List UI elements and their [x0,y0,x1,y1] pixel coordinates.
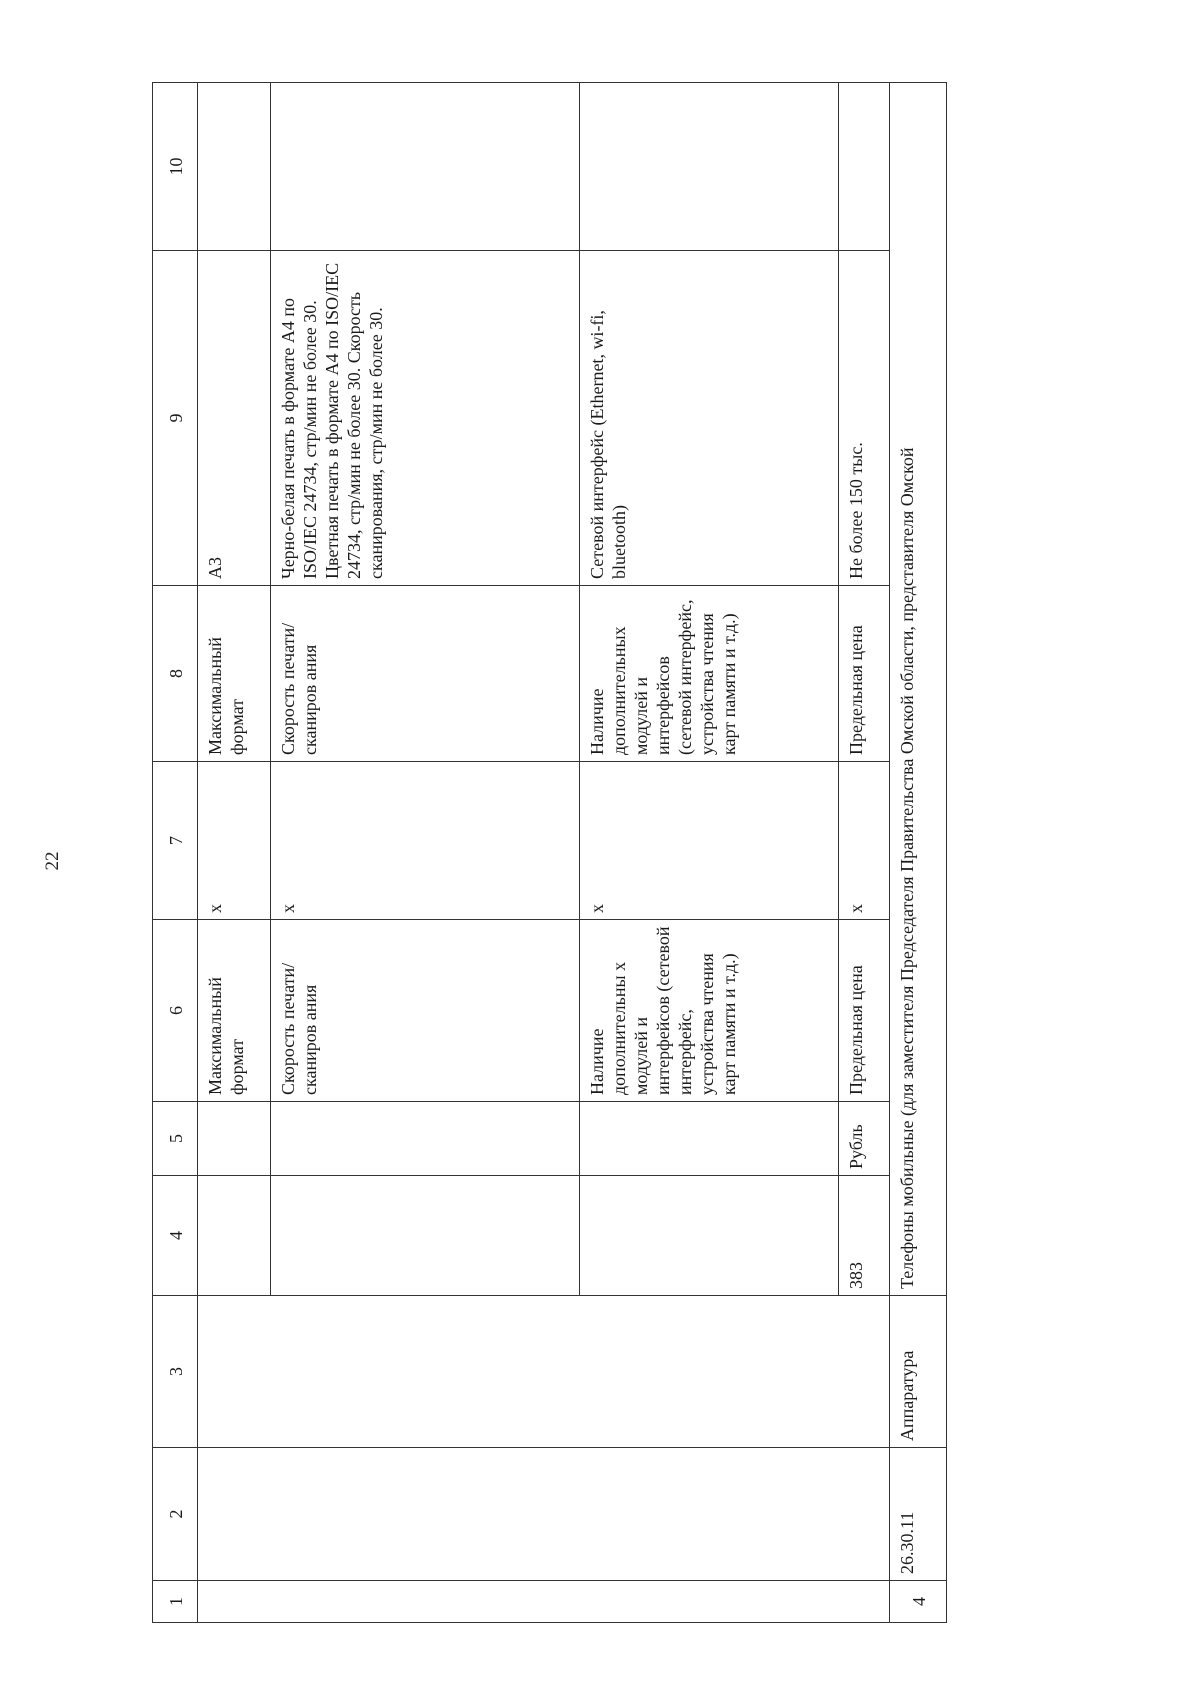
table-cell [198,1176,271,1296]
table-row [580,83,839,1623]
column-number: 1 [153,1581,198,1623]
mark-value: х [846,904,866,913]
column-number: 5 [153,1102,198,1176]
page-number: 22 [42,851,63,871]
table-cell [271,1581,580,1623]
characteristic-name: Наличие дополнительны х модулей и интерфейсов (сетевой интерфейс, устройства чтения карт памяти и т.д.) [587,926,739,1095]
item-description: Телефоны мобильные (для заместителя Председателя Правительства Омской области, представителя Омской [897,447,917,1289]
value-cell [198,251,271,586]
characteristic-cell [271,586,580,762]
mark-cell [839,762,890,920]
okei-code-cell [839,1176,890,1296]
characteristic-name: Скорость печати/сканиров ания [278,962,320,1095]
requirements-table [152,82,947,1623]
table-cell [271,1176,580,1296]
value-cell [271,251,580,586]
value-cell [839,251,890,586]
column-number: 6 [153,920,198,1102]
column-number: 9 [153,251,198,586]
table-row [839,83,890,1623]
okpd2-code: 26.30.11 [897,1511,917,1574]
table-cell [839,1296,890,1448]
characteristic-cell [271,920,580,1102]
column-number: 8 [153,586,198,762]
table-cell [580,83,839,251]
characteristic-cell [839,586,890,762]
table-cell [839,1448,890,1581]
characteristic-cell [198,586,271,762]
characteristic-cell [198,920,271,1102]
table-cell [271,1296,580,1448]
characteristic-name: Предельная цена [846,965,866,1095]
table-cell [271,1448,580,1581]
table-cell [580,1176,839,1296]
table-cell [580,1296,839,1448]
table-row [890,83,947,1623]
item-name-cell [890,1296,947,1448]
mark-cell [198,762,271,920]
table-row [198,83,271,1623]
table-row [271,83,580,1623]
characteristic-name: Скорость печати/сканиров ания [278,622,320,755]
characteristic-cell [839,920,890,1102]
characteristic-name: Предельная цена [846,625,866,755]
table-cell [198,1581,271,1623]
item-description-cell [890,83,947,1296]
table-cell [271,83,580,251]
table-cell [198,1102,271,1176]
mark-value: х [205,904,225,913]
okei-code: 383 [846,1262,866,1289]
value-cell [580,251,839,586]
characteristic-value: Сетевой интерфейс (Ethernet, wi-fi, bluetooth) [587,310,629,579]
characteristic-value: А3 [205,557,225,579]
table-cell [198,1448,271,1581]
column-number: 10 [153,83,198,251]
table-cell [580,1102,839,1176]
table-cell [198,1296,271,1448]
column-number: 4 [153,1176,198,1296]
table-cell [580,1581,839,1623]
mark-value: х [587,904,607,913]
table-cell [198,83,271,251]
unit-cell [839,1102,890,1176]
characteristic-name: Наличие дополнительных модулей и интерфейсов (сетевой интерфейс, устройства чтения карт памяти и т.д.) [587,599,739,755]
mark-value: х [278,904,298,913]
item-number-cell [890,1581,947,1623]
column-number: 3 [153,1296,198,1448]
okpd2-code-cell [890,1448,947,1581]
mark-cell [580,762,839,920]
rotated-page-content [152,83,1007,1623]
table-cell [839,1581,890,1623]
column-number: 7 [153,762,198,920]
mark-cell [271,762,580,920]
characteristic-cell [580,920,839,1102]
table-cell [271,1102,580,1176]
characteristic-name: Максимальный формат [205,977,247,1095]
unit-name: Рубль [846,1124,866,1169]
item-number: 4 [909,1597,929,1606]
table-cell [839,83,890,251]
item-name: Аппаратура [897,1350,917,1441]
characteristic-name: Максимальный формат [205,637,247,755]
characteristic-value: Черно-белая печать в формате А4 по ISO/IEC 24734, стр/мин не более 30. Цветная печать в формате А4 по ISO/IEC 24734, стр/мин не более 30. Скорость сканирования, стр/мин не более 30. [278,262,386,579]
column-number: 2 [153,1448,198,1581]
characteristic-value: Не более 150 тыс. [846,442,866,579]
characteristic-cell [580,586,839,762]
table-cell [580,1448,839,1581]
column-numbers-row [153,83,198,1623]
